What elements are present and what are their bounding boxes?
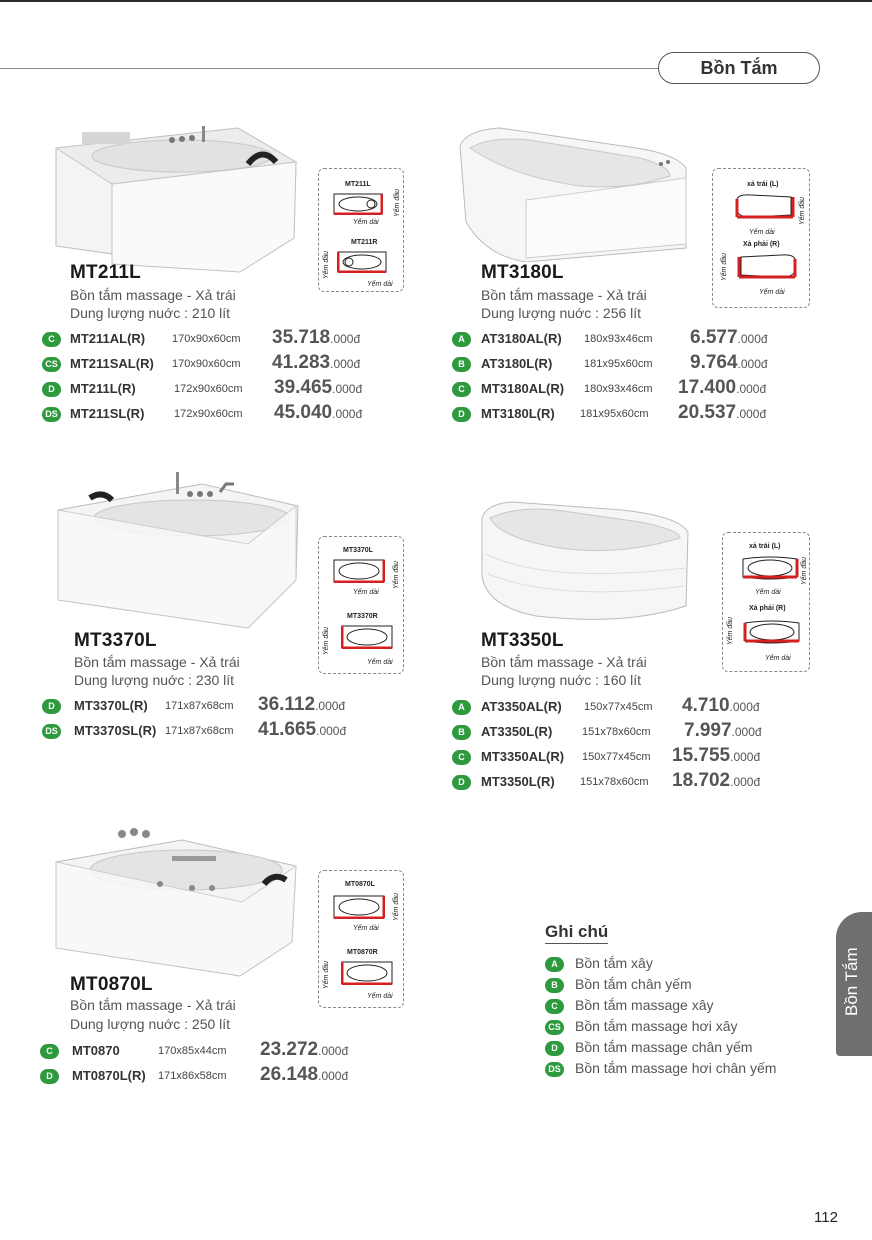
variant-row bbox=[42, 696, 392, 718]
variant-row bbox=[42, 404, 402, 426]
drain-diagram-mt211l bbox=[318, 168, 404, 292]
variant-code: AT3180AL(R) bbox=[481, 331, 562, 346]
category-badge: B bbox=[545, 978, 564, 993]
note-text: Bồn tắm chân yếm bbox=[575, 976, 692, 992]
yem-dau-label: Yếm đầu bbox=[799, 196, 806, 225]
yem-dau-label: Yếm đầu bbox=[393, 560, 400, 589]
side-tab-label: Bồn Tắm bbox=[842, 947, 861, 1016]
variant-row bbox=[40, 1041, 380, 1063]
variant-row bbox=[42, 379, 402, 401]
section-title: Bồn Tắm bbox=[658, 52, 820, 84]
category-badge: C bbox=[545, 999, 564, 1014]
product-capacity: Dung lượng nuớc : 210 lít bbox=[70, 305, 231, 321]
variant-code: MT3180AL(R) bbox=[481, 381, 565, 396]
variant-code: AT3180L(R) bbox=[481, 356, 553, 371]
diagram-top-label: MT3370L bbox=[343, 547, 373, 554]
header-rule bbox=[0, 68, 680, 69]
yem-dai-label: Yếm dài bbox=[749, 229, 775, 236]
product-description: Bồn tắm massage - Xả trái bbox=[481, 287, 647, 303]
tub-plan-right-icon bbox=[341, 625, 393, 649]
category-badge: C bbox=[452, 382, 471, 397]
variant-size: 170x90x60cm bbox=[172, 333, 241, 345]
category-badge: DS bbox=[42, 724, 61, 739]
variant-row bbox=[452, 772, 792, 794]
tub-image-mt211l bbox=[52, 118, 300, 274]
yem-dai-label: Yếm dài bbox=[755, 589, 781, 596]
note-text: Bồn tắm xây bbox=[575, 955, 653, 971]
note-text: Bồn tắm massage hơi chân yếm bbox=[575, 1060, 777, 1076]
yem-dai-label: Yếm dài bbox=[353, 925, 379, 932]
variant-size: 150x77x45cm bbox=[582, 751, 651, 763]
product-description: Bồn tắm massage - Xả trái bbox=[481, 654, 647, 670]
diagram-bottom-label: MT3370R bbox=[347, 613, 378, 620]
yem-dai-label: Yếm dài bbox=[353, 219, 379, 226]
top-border bbox=[0, 0, 872, 2]
category-badge: A bbox=[452, 700, 471, 715]
model-title: MT0870L bbox=[70, 974, 153, 995]
tub-plan-right-icon bbox=[743, 619, 801, 645]
variant-code: MT0870 bbox=[72, 1043, 120, 1058]
variant-size: 181x95x60cm bbox=[584, 358, 653, 370]
variant-price: 41.665.000đ bbox=[258, 719, 347, 740]
drain-diagram-mt3370l bbox=[318, 536, 404, 674]
tub-image-mt3370l bbox=[52, 470, 302, 630]
yem-dau-label: Yếm đầu bbox=[323, 626, 330, 655]
variant-price: 20.537.000đ bbox=[678, 402, 767, 423]
variant-row bbox=[42, 354, 402, 376]
category-badge: CS bbox=[545, 1020, 564, 1035]
variant-price: 41.283.000đ bbox=[272, 352, 361, 373]
yem-dau-label: Yếm đầu bbox=[721, 252, 728, 281]
diagram-bottom-label: MT0870R bbox=[347, 949, 378, 956]
category-badge: DS bbox=[42, 407, 61, 422]
yem-dai-label: Yếm dài bbox=[353, 589, 379, 596]
tub-image-mt3350l bbox=[478, 494, 692, 624]
variant-row bbox=[42, 329, 402, 351]
variant-size: 171x86x58cm bbox=[158, 1070, 227, 1082]
variant-price: 4.710.000đ bbox=[682, 695, 760, 716]
category-badge: B bbox=[452, 357, 471, 372]
variant-size: 171x87x68cm bbox=[165, 700, 234, 712]
variant-code: MT3180L(R) bbox=[481, 406, 555, 421]
category-badge: DS bbox=[545, 1062, 564, 1077]
product-capacity: Dung lượng nuớc : 160 lít bbox=[481, 672, 642, 688]
variant-price: 18.702.000đ bbox=[672, 770, 761, 791]
side-section-tab bbox=[836, 912, 872, 1056]
model-title: MT3370L bbox=[74, 630, 157, 651]
drain-diagram-mt3180l bbox=[712, 168, 810, 308]
yem-dai-label: Yếm dài bbox=[759, 289, 785, 296]
variant-price: 15.755.000đ bbox=[672, 745, 761, 766]
variant-code: MT3350L(R) bbox=[481, 774, 555, 789]
variant-row bbox=[40, 1066, 380, 1088]
variant-size: 172x90x60cm bbox=[174, 383, 243, 395]
diagram-top-label: xả trái (L) bbox=[749, 543, 781, 550]
product-description: Bồn tắm massage - Xả trái bbox=[74, 654, 240, 670]
tub-plan-right-icon bbox=[341, 961, 393, 985]
product-description: Bồn tắm massage - Xả trái bbox=[70, 287, 236, 303]
variant-code: MT3350AL(R) bbox=[481, 749, 565, 764]
variant-size: 172x90x60cm bbox=[174, 408, 243, 420]
variant-row bbox=[452, 747, 792, 769]
variant-row bbox=[452, 329, 792, 351]
diagram-bottom-label: MT211R bbox=[351, 239, 378, 246]
variant-row bbox=[452, 697, 792, 719]
product-capacity: Dung lượng nuớc : 230 lít bbox=[74, 672, 235, 688]
variant-row bbox=[452, 404, 792, 426]
variant-size: 180x93x46cm bbox=[584, 333, 653, 345]
note-text: Bồn tắm massage hơi xây bbox=[575, 1018, 738, 1034]
variant-code: AT3350L(R) bbox=[481, 724, 553, 739]
category-badge: CS bbox=[42, 357, 61, 372]
variant-size: 150x77x45cm bbox=[584, 701, 653, 713]
variant-row bbox=[42, 721, 392, 743]
variant-size: 170x85x44cm bbox=[158, 1045, 227, 1057]
model-title: MT3180L bbox=[481, 262, 564, 283]
variant-price: 23.272.000đ bbox=[260, 1039, 349, 1060]
product-capacity: Dung lượng nuớc : 250 lít bbox=[70, 1016, 231, 1032]
variant-size: 171x87x68cm bbox=[165, 725, 234, 737]
tub-plan-left-icon bbox=[333, 193, 383, 215]
variant-row bbox=[452, 354, 792, 376]
page-number: 112 bbox=[814, 1209, 838, 1226]
yem-dau-label: Yếm đầu bbox=[801, 556, 808, 585]
tub-plan-left-icon bbox=[333, 895, 385, 919]
variant-row bbox=[452, 379, 792, 401]
variant-code: MT3370L(R) bbox=[74, 698, 148, 713]
variant-size: 151x78x60cm bbox=[580, 776, 649, 788]
diagram-top-label: xả trái (L) bbox=[747, 181, 779, 188]
variant-price: 36.112.000đ bbox=[258, 694, 346, 715]
tub-plan-left-icon bbox=[741, 555, 799, 581]
variant-price: 17.400.000đ bbox=[678, 377, 767, 398]
drain-diagram-mt0870l bbox=[318, 870, 404, 1008]
category-badge: B bbox=[452, 725, 471, 740]
category-badge: C bbox=[40, 1044, 59, 1059]
diagram-top-label: MT0870L bbox=[345, 881, 375, 888]
category-badge: D bbox=[42, 382, 61, 397]
product-capacity: Dung lượng nuớc : 256 lít bbox=[481, 305, 642, 321]
category-badge: D bbox=[40, 1069, 59, 1084]
variant-price: 26.148.000đ bbox=[260, 1064, 349, 1085]
category-badge: C bbox=[42, 332, 61, 347]
diagram-top-label: MT211L bbox=[345, 181, 371, 188]
variant-price: 45.040.000đ bbox=[274, 402, 363, 423]
tub-plan-left-icon bbox=[735, 193, 795, 219]
product-description: Bồn tắm massage - Xả trái bbox=[70, 997, 236, 1013]
category-badge: C bbox=[452, 750, 471, 765]
variant-price: 7.997.000đ bbox=[684, 720, 762, 741]
yem-dai-label: Yếm dài bbox=[367, 993, 393, 1000]
diagram-bottom-label: Xả phải (R) bbox=[749, 605, 786, 612]
variant-price: 9.764.000đ bbox=[690, 352, 768, 373]
category-badge: D bbox=[545, 1041, 564, 1056]
tub-plan-left-icon bbox=[333, 559, 385, 583]
variant-code: MT211AL(R) bbox=[70, 331, 146, 346]
category-badge: A bbox=[452, 332, 471, 347]
tub-plan-right-icon bbox=[337, 251, 387, 273]
model-title: MT211L bbox=[70, 262, 141, 283]
yem-dau-label: Yếm đầu bbox=[323, 250, 330, 279]
variant-size: 181x95x60cm bbox=[580, 408, 649, 420]
variant-code: MT211SL(R) bbox=[70, 406, 145, 421]
variant-price: 39.465.000đ bbox=[274, 377, 363, 398]
category-badge: D bbox=[452, 407, 471, 422]
notes-title: Ghi chú bbox=[545, 922, 608, 944]
variant-code: MT0870L(R) bbox=[72, 1068, 146, 1083]
category-badge: D bbox=[452, 775, 471, 790]
tub-image-mt0870l bbox=[52, 822, 300, 978]
variant-code: MT211SAL(R) bbox=[70, 356, 154, 371]
variant-row bbox=[452, 722, 792, 744]
category-badge: A bbox=[545, 957, 564, 972]
category-badge: D bbox=[42, 699, 61, 714]
variant-size: 170x90x60cm bbox=[172, 358, 241, 370]
yem-dai-label: Yếm dài bbox=[765, 655, 791, 662]
tub-plan-right-icon bbox=[737, 253, 797, 279]
model-title: MT3350L bbox=[481, 630, 564, 651]
variant-price: 6.577.000đ bbox=[690, 327, 768, 348]
yem-dau-label: Yếm đầu bbox=[394, 188, 401, 217]
yem-dau-label: Yếm đầu bbox=[393, 892, 400, 921]
diagram-bottom-label: Xả phải (R) bbox=[743, 241, 780, 248]
variant-code: MT211L(R) bbox=[70, 381, 136, 396]
note-text: Bồn tắm massage chân yếm bbox=[575, 1039, 753, 1055]
variant-code: AT3350AL(R) bbox=[481, 699, 562, 714]
drain-diagram-mt3350l bbox=[722, 532, 810, 672]
yem-dau-label: Yếm đầu bbox=[727, 616, 734, 645]
yem-dai-label: Yếm dài bbox=[367, 281, 393, 288]
yem-dau-label: Yếm đầu bbox=[323, 960, 330, 989]
note-text: Bồn tắm massage xây bbox=[575, 997, 714, 1013]
variant-code: MT3370SL(R) bbox=[74, 723, 157, 738]
variant-price: 35.718.000đ bbox=[272, 327, 361, 348]
variant-size: 180x93x46cm bbox=[584, 383, 653, 395]
tub-image-mt3180l bbox=[456, 122, 690, 262]
variant-size: 151x78x60cm bbox=[582, 726, 651, 738]
yem-dai-label: Yếm dài bbox=[367, 659, 393, 666]
